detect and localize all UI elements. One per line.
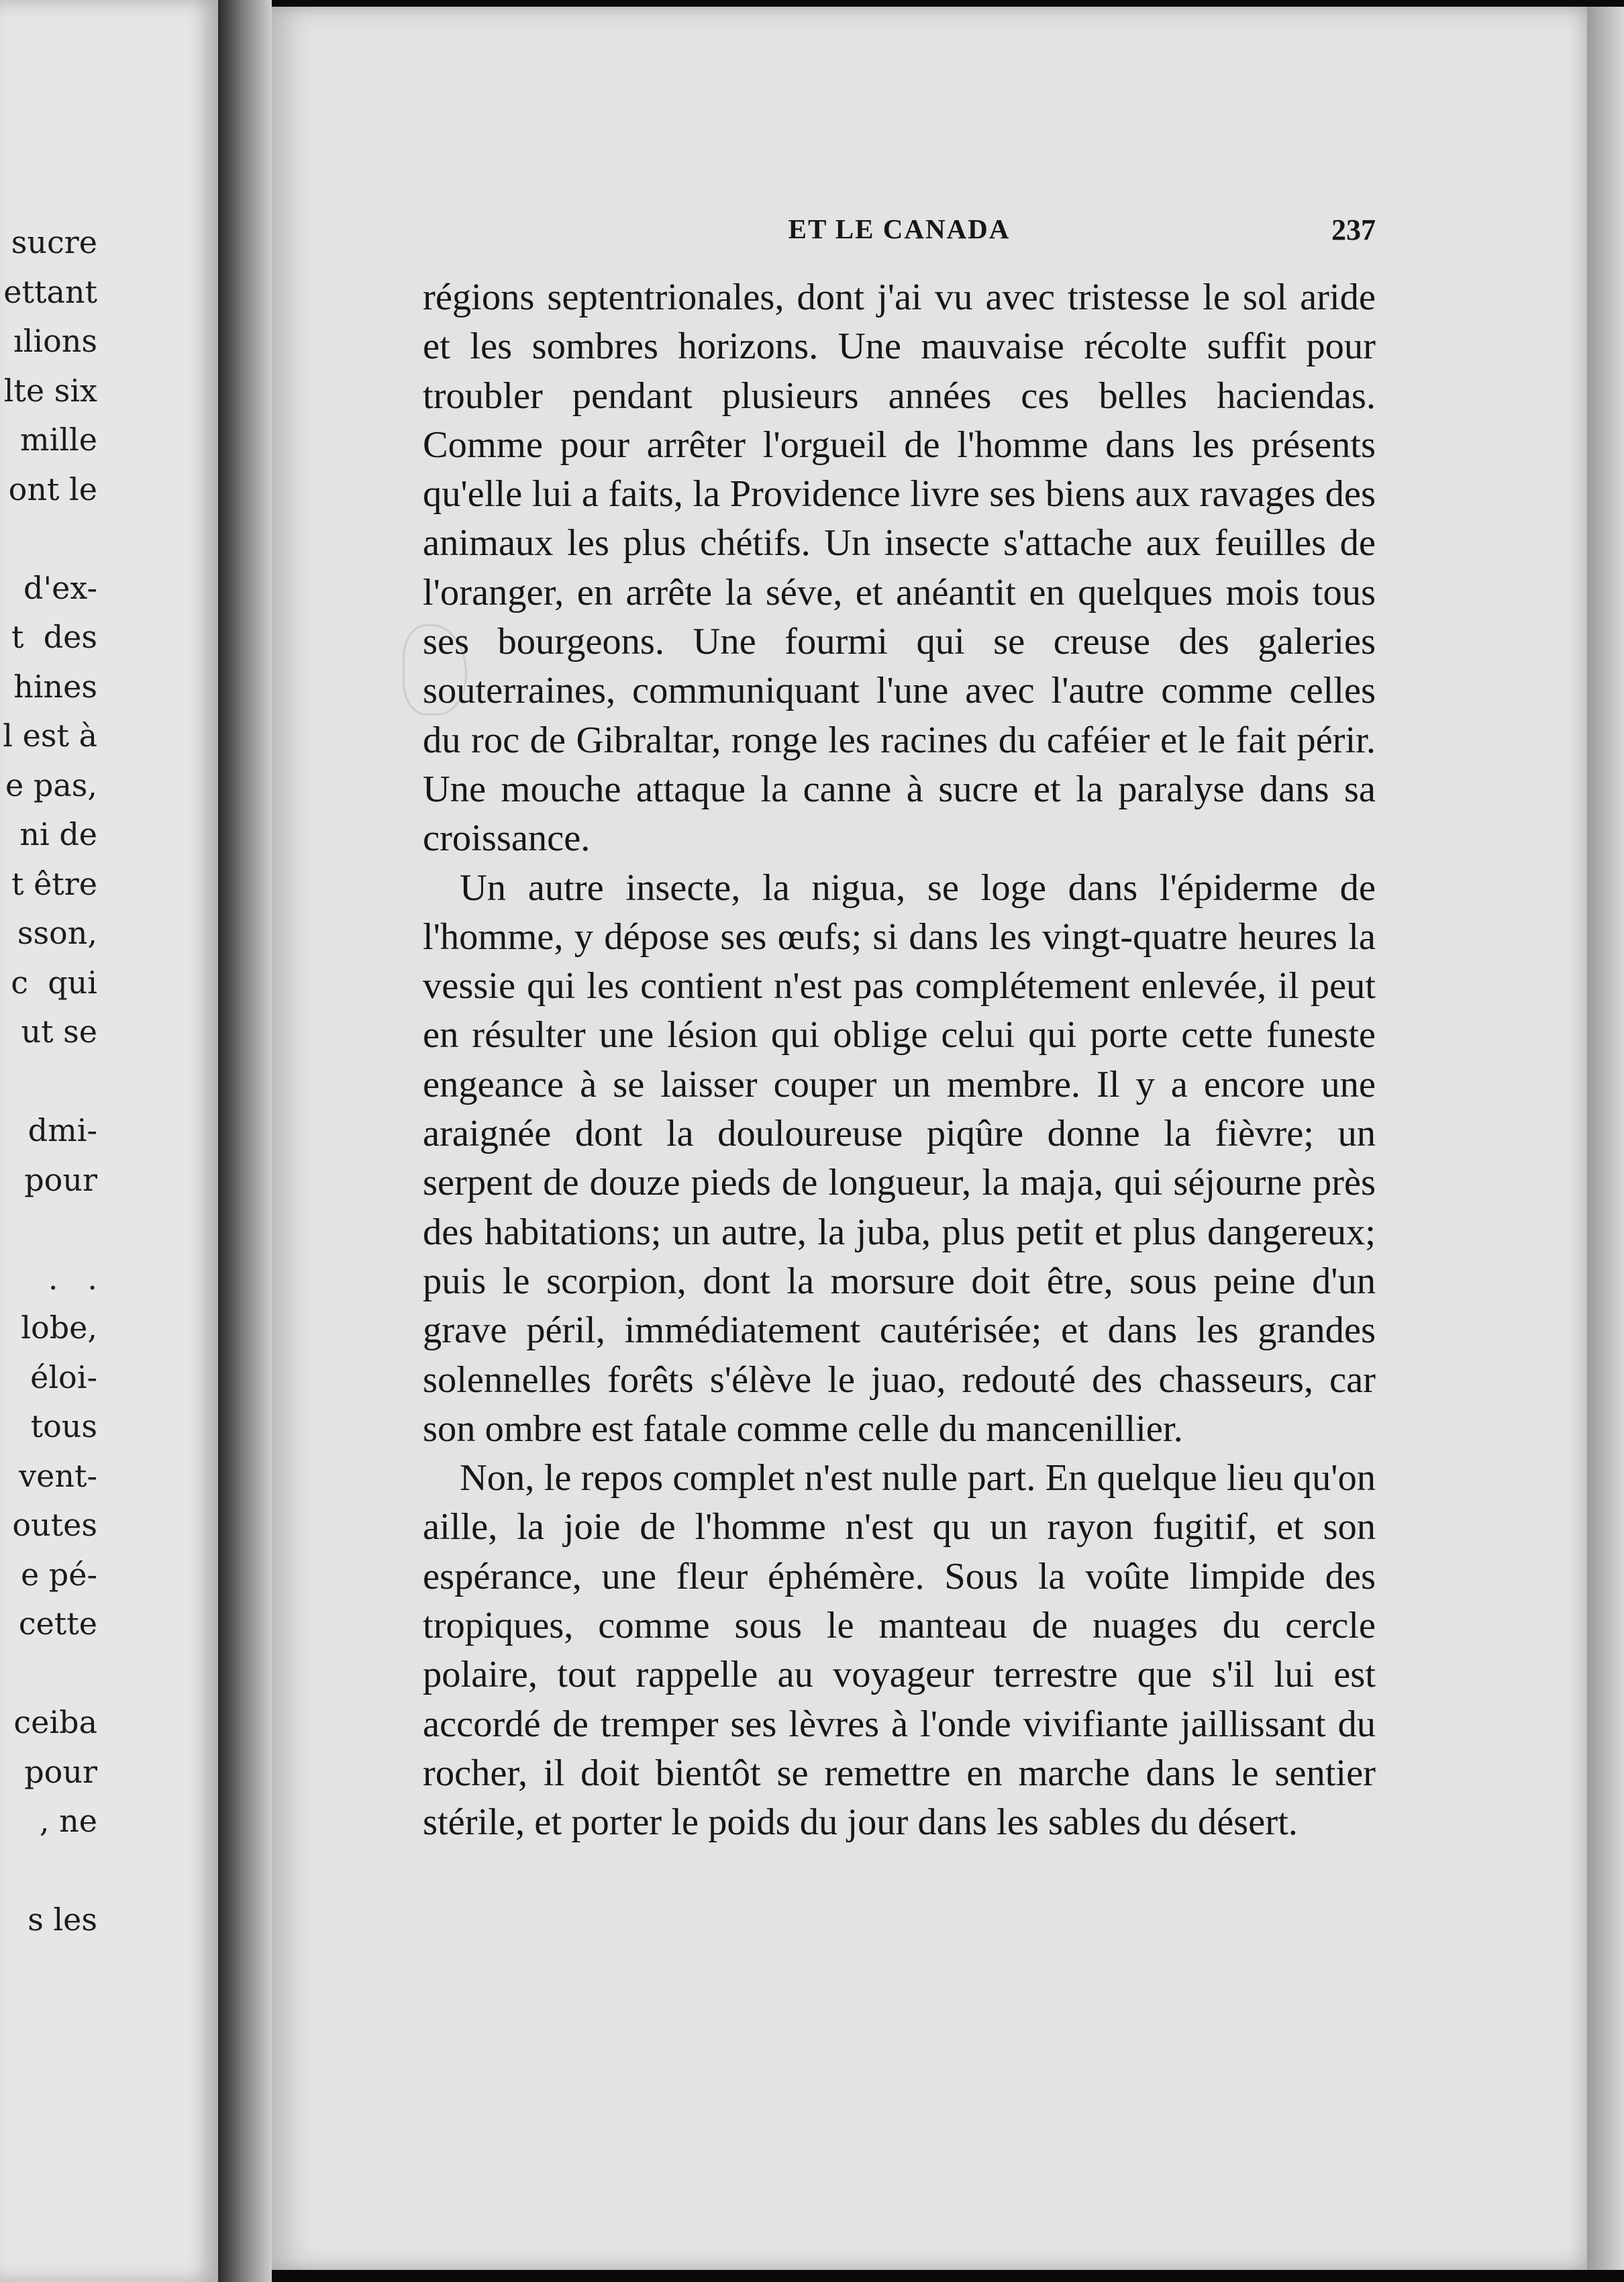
left-fragment-line: ni de bbox=[19, 816, 97, 852]
left-fragment-line: dmi- bbox=[28, 1112, 97, 1148]
left-fragment-line bbox=[0, 1649, 97, 1699]
left-page bbox=[0, 0, 218, 2282]
left-fragment-line: mille bbox=[20, 421, 97, 458]
left-fragment-line bbox=[0, 1846, 97, 1896]
body-text bbox=[423, 273, 1376, 1848]
left-fragment-line: s les bbox=[28, 1901, 97, 1938]
left-fragment-line: ılions bbox=[13, 323, 97, 359]
left-fragment-line: l est à bbox=[3, 717, 97, 754]
left-fragment-line: lobe, bbox=[21, 1309, 97, 1346]
left-fragment-line: sucre bbox=[11, 224, 97, 260]
left-fragment-line: . . bbox=[48, 1260, 97, 1297]
page-number: 237 bbox=[1331, 213, 1376, 246]
left-fragment-line: d'ex- bbox=[23, 569, 97, 606]
page-edge bbox=[1587, 7, 1624, 2270]
left-fragment-line: , ne bbox=[39, 1803, 97, 1839]
running-header bbox=[423, 213, 1376, 253]
book-gutter bbox=[218, 0, 272, 2282]
running-title: ET LE CANADA bbox=[788, 213, 1011, 244]
left-fragment-line: pour bbox=[24, 1753, 97, 1790]
left-fragment-line bbox=[0, 1205, 97, 1254]
left-fragment-line bbox=[0, 1057, 97, 1107]
left-fragment-line: e pé- bbox=[20, 1556, 97, 1593]
left-fragment-line: tous bbox=[30, 1408, 97, 1444]
left-fragment-line: hines bbox=[13, 668, 97, 705]
left-page-text-fragments bbox=[0, 218, 97, 1945]
left-fragment-line: t des bbox=[11, 619, 97, 655]
left-fragment-line: t être bbox=[11, 865, 97, 902]
left-fragment-line: ont le bbox=[8, 470, 97, 507]
left-fragment-line: éloi- bbox=[30, 1358, 97, 1395]
left-fragment-line: pour bbox=[24, 1161, 97, 1198]
left-fragment-line: lte six bbox=[3, 372, 97, 409]
paragraph-1: régions septentrionales, dont j'ai vu avec tristesse le sol aride et les sombres horizons. Une mauvaise récolte suffit pour troubler pendant plusieurs années ces belles haciendas. Comme pour arrêter l'orgueil de l'homme dans les présents qu'elle lui a faits, la Providence livre ses biens aux ravages des animaux les plus chétifs. Un insecte s'attache aux feuilles de l'oranger, en arrête la séve, et anéantit en quelques mois tous ses bourgeons. Une fourmi qui se creuse des galeries souterraines, communiquant l'une avec l'autre comme celles du roc de Gibraltar, ronge les racines du caféier et le fait périr. Une mouche attaque la canne à sucre et la paralyse dans sa croissance. bbox=[423, 277, 1376, 860]
left-fragment-line: sson, bbox=[17, 915, 97, 951]
paragraph-3: Non, le repos complet n'est nulle part. En quelque lieu qu'on aille, la joie de l'homme n'est qu un rayon fugitif, et son espérance, une fleur éphémère. Sous la voûte limpide des tropiques, comme sous le manteau de nuages du cercle polaire, tout rappelle au voyageur terrestre que s'il lui est accordé de tremper ses lèvres à l'onde vivifiante jaillissant du rocher, il doit bientôt se remettre en marche dans le sentier stérile, et porter le poids du jour dans les sables du désert. bbox=[423, 1457, 1376, 1844]
left-fragment-line: ettant bbox=[3, 273, 97, 310]
left-fragment-line: vent- bbox=[19, 1457, 97, 1494]
paragraph-2: Un autre insecte, la nigua, se loge dans l'épiderme de l'homme, y dépose ses œufs; si dans les vingt-quatre heures la vessie qui les contient n'est pas complétement enlevée, il peut en résulter une lésion qui oblige celui qui porte cette funeste engeance à se laisser couper un membre. Il y a encore une araignée dont la douloureuse piqûre donne la fièvre; un serpent de douze pieds de longueur, la maja, qui séjourne près des habitations; un autre, la juba, plus petit et plus dangereux; puis le scorpion, dont la morsure doit être, sous peine d'un grave péril, immédiatement cautérisée; et dans les grandes solennelles forêts s'élève le juao, redouté des chasseurs, car son ombre est fatale comme celle du mancenillier. bbox=[423, 866, 1376, 1450]
left-fragment-line: e pas, bbox=[5, 766, 97, 803]
left-fragment-line: outes bbox=[12, 1507, 97, 1543]
left-fragment-line bbox=[0, 514, 97, 564]
left-fragment-line: cette bbox=[18, 1605, 97, 1642]
left-fragment-line: ut se bbox=[21, 1013, 97, 1050]
right-page bbox=[272, 7, 1587, 2270]
left-fragment-line: ceiba bbox=[13, 1704, 97, 1740]
left-fragment-line: c qui bbox=[11, 964, 97, 1001]
